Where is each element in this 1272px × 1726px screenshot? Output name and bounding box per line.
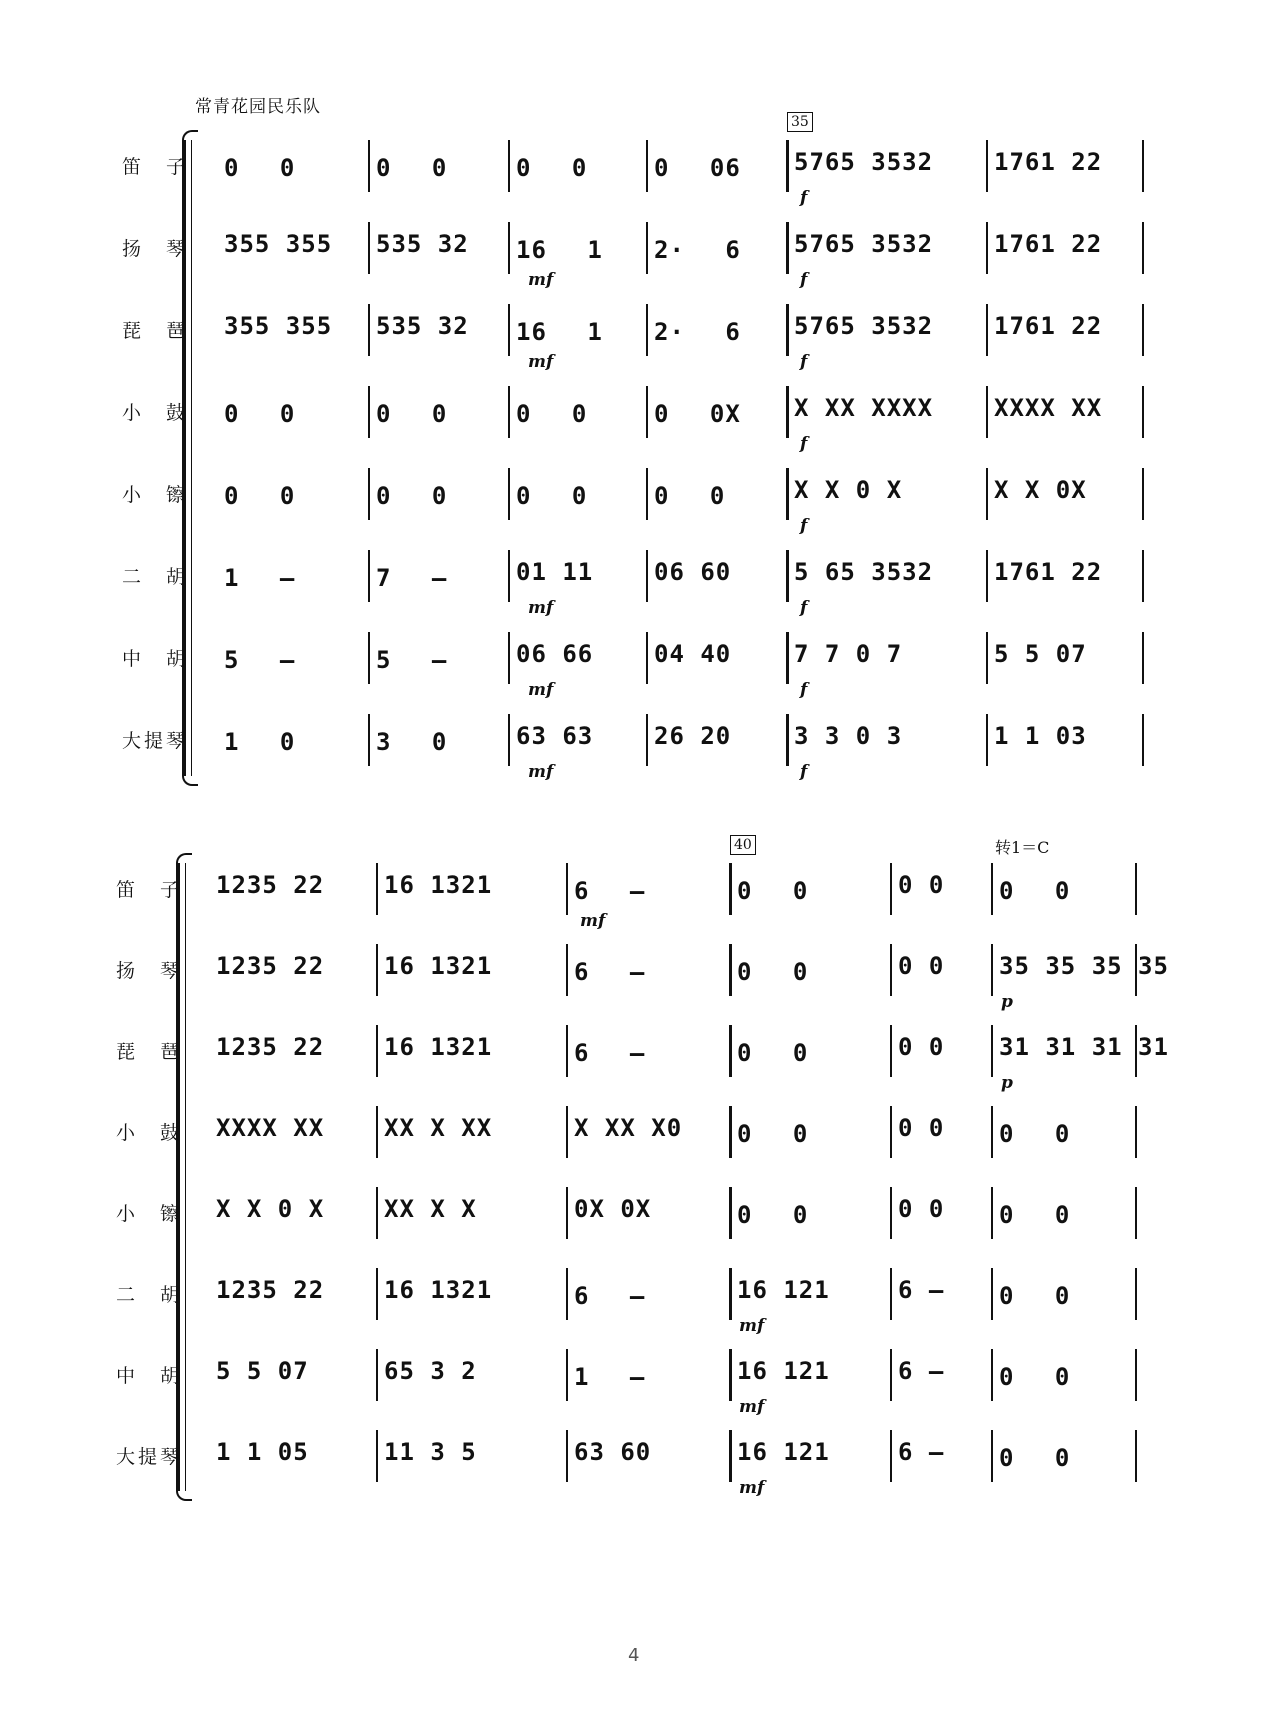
barline (786, 468, 789, 520)
barline (646, 550, 648, 602)
barline (368, 714, 370, 766)
dynamic-mark: f (800, 352, 808, 372)
barline (508, 140, 510, 192)
barline (986, 468, 988, 520)
measure: 0 0 (999, 1363, 1071, 1391)
barline (890, 1106, 892, 1158)
barline (786, 632, 789, 684)
measure: 0 0 (999, 1201, 1071, 1229)
measure: 63 60 (574, 1438, 652, 1466)
barline (786, 714, 789, 766)
measure: 0 0X (654, 400, 741, 428)
measure: 1 – (224, 564, 296, 592)
instrument-label: 二 胡 (121, 566, 188, 588)
measure: 0 0 (516, 482, 588, 510)
barline (1135, 944, 1137, 996)
ensemble-title: 常青花园民乐队 (195, 97, 321, 117)
instrument-label: 小 鼓 (115, 1122, 182, 1144)
instrument-label: 小 鼓 (121, 402, 188, 424)
barline (368, 550, 370, 602)
barline (1135, 1106, 1137, 1158)
measure: 0 0 (898, 1033, 945, 1061)
measure: 0 0 (999, 1444, 1071, 1472)
dynamic-mark: mf (739, 1478, 765, 1498)
barline (508, 550, 510, 602)
measure: 0 0 (737, 1201, 809, 1229)
measure: 0 0 (654, 482, 726, 510)
dynamic-mark: f (800, 270, 808, 290)
dynamic-mark: mf (580, 911, 606, 931)
instrument-label: 扬 琴 (121, 238, 188, 260)
dynamic-mark: f (800, 680, 808, 700)
measure: 1235 22 (216, 1276, 325, 1304)
measure: XXXX XX (994, 394, 1103, 422)
barline (368, 140, 370, 192)
barline (890, 863, 892, 915)
barline (986, 140, 988, 192)
measure: 0 0 (376, 400, 448, 428)
measure: 1761 22 (994, 230, 1103, 258)
measure: 26 20 (654, 722, 732, 750)
barline (646, 386, 648, 438)
barline (376, 1025, 378, 1077)
measure: 16 121 (737, 1276, 830, 1304)
dynamic-mark: f (800, 434, 808, 454)
barline (1142, 304, 1144, 356)
measure: 1235 22 (216, 871, 325, 899)
barline (890, 1430, 892, 1482)
barline (786, 550, 789, 602)
barline (368, 222, 370, 274)
barline (786, 304, 789, 356)
barline (1142, 550, 1144, 602)
measure: 06 66 (516, 640, 594, 668)
measure: 04 40 (654, 640, 732, 668)
dynamic-mark: mf (528, 352, 554, 372)
barline (646, 468, 648, 520)
measure: 0 0 (999, 1120, 1071, 1148)
dynamic-mark: mf (739, 1397, 765, 1417)
measure: 01 11 (516, 558, 594, 586)
measure: 16 121 (737, 1357, 830, 1385)
measure: 535 32 (376, 312, 469, 340)
rehearsal-mark: 40 (730, 835, 756, 855)
barline (991, 1025, 993, 1077)
measure: 0 0 (376, 482, 448, 510)
barline (566, 1025, 568, 1077)
barline (376, 944, 378, 996)
barline (376, 863, 378, 915)
barline (1142, 140, 1144, 192)
barline (1135, 863, 1137, 915)
measure: X X 0X (994, 476, 1087, 504)
instrument-label: 二 胡 (115, 1284, 182, 1306)
barline (368, 304, 370, 356)
instrument-label: 琵 琶 (121, 320, 188, 342)
barline (1142, 386, 1144, 438)
barline (566, 944, 568, 996)
measure: 3 0 (376, 728, 448, 756)
measure: 16 1321 (384, 952, 493, 980)
measure: 5 65 3532 (794, 558, 934, 586)
measure: 06 60 (654, 558, 732, 586)
measure: 355 355 (224, 312, 333, 340)
barline (890, 1187, 892, 1239)
measure: 31 31 31 31 (999, 1033, 1169, 1061)
barline (646, 714, 648, 766)
measure: 1 1 03 (994, 722, 1087, 750)
measure: 11 3 5 (384, 1438, 477, 1466)
system-barline-left (185, 863, 186, 1491)
measure: 355 355 (224, 230, 333, 258)
measure: 1 1 05 (216, 1438, 309, 1466)
barline (1135, 1349, 1137, 1401)
measure: 0 0 (376, 154, 448, 182)
dynamic-mark: mf (739, 1316, 765, 1336)
measure: 5765 3532 (794, 230, 934, 258)
measure: 6 – (574, 1282, 646, 1310)
barline (991, 1349, 993, 1401)
barline (991, 1106, 993, 1158)
barline (566, 1349, 568, 1401)
barline (986, 304, 988, 356)
barline (376, 1268, 378, 1320)
page-number: 4 (628, 1645, 640, 1666)
barline (368, 386, 370, 438)
dynamic-mark: f (800, 598, 808, 618)
system-barline-left (191, 140, 192, 776)
barline (376, 1430, 378, 1482)
measure: 35 35 35 35 (999, 952, 1169, 980)
barline (1142, 714, 1144, 766)
measure: 1 0 (224, 728, 296, 756)
measure: XXXX XX (216, 1114, 325, 1142)
measure: 6 – (898, 1438, 945, 1466)
barline (1135, 1025, 1137, 1077)
measure: XX X X (384, 1195, 477, 1223)
measure: X X 0 X (216, 1195, 325, 1223)
measure: 1761 22 (994, 312, 1103, 340)
measure: X XX XXXX (794, 394, 934, 422)
barline (508, 222, 510, 274)
barline (376, 1187, 378, 1239)
measure: 1761 22 (994, 558, 1103, 586)
barline (508, 304, 510, 356)
measure: 7 – (376, 564, 448, 592)
measure: 0 0 (737, 958, 809, 986)
key-change: 转1＝C (995, 838, 1050, 857)
barline (368, 632, 370, 684)
barline (368, 468, 370, 520)
barline (376, 1349, 378, 1401)
measure: 0 0 (516, 400, 588, 428)
measure: X X 0 X (794, 476, 903, 504)
instrument-label: 琵 琶 (115, 1041, 182, 1063)
measure: 5 5 07 (994, 640, 1087, 668)
instrument-label: 中 胡 (115, 1365, 182, 1387)
barline (729, 1106, 732, 1158)
barline (991, 944, 993, 996)
dynamic-mark: f (800, 762, 808, 782)
barline (729, 1187, 732, 1239)
dynamic-mark: mf (528, 598, 554, 618)
measure: 0 0 (737, 877, 809, 905)
barline (1142, 222, 1144, 274)
measure: 6 – (574, 877, 646, 905)
barline (991, 1268, 993, 1320)
instrument-label: 笛 子 (121, 156, 188, 178)
barline (786, 386, 789, 438)
instrument-label: 大提琴 (115, 1446, 182, 1468)
measure: 1235 22 (216, 1033, 325, 1061)
measure: 5765 3532 (794, 312, 934, 340)
measure: 0 0 (898, 1114, 945, 1142)
barline (646, 140, 648, 192)
barline (646, 222, 648, 274)
dynamic-mark: f (800, 516, 808, 536)
barline (1135, 1187, 1137, 1239)
barline (729, 1268, 732, 1320)
measure: 0 0 (898, 952, 945, 980)
measure: 7 7 0 7 (794, 640, 903, 668)
barline (729, 1349, 732, 1401)
dynamic-mark: f (800, 188, 808, 208)
measure: 16 1 (516, 318, 603, 346)
measure: 0 0 (999, 1282, 1071, 1310)
measure: 1 – (574, 1363, 646, 1391)
barline (991, 1187, 993, 1239)
barline (508, 714, 510, 766)
measure: 0 0 (516, 154, 588, 182)
barline (376, 1106, 378, 1158)
measure: 16 1321 (384, 1033, 493, 1061)
barline (986, 222, 988, 274)
measure: 16 121 (737, 1438, 830, 1466)
measure: 3 3 0 3 (794, 722, 903, 750)
measure: 63 63 (516, 722, 594, 750)
instrument-label: 大提琴 (121, 730, 188, 752)
measure: 0 0 (737, 1120, 809, 1148)
measure: X XX X0 (574, 1114, 683, 1142)
barline (1135, 1430, 1137, 1482)
dynamic-mark: p (1001, 1073, 1013, 1093)
dynamic-mark: mf (528, 270, 554, 290)
measure: 0X 0X (574, 1195, 652, 1223)
measure: 16 1 (516, 236, 603, 264)
measure: 0 0 (224, 482, 296, 510)
measure: 16 1321 (384, 1276, 493, 1304)
measure: 1761 22 (994, 148, 1103, 176)
measure: 65 3 2 (384, 1357, 477, 1385)
instrument-label: 小 镲 (115, 1203, 182, 1225)
measure: 0 0 (224, 154, 296, 182)
barline (991, 1430, 993, 1482)
dynamic-mark: p (1001, 992, 1013, 1012)
rehearsal-mark: 35 (787, 112, 813, 132)
measure: 535 32 (376, 230, 469, 258)
barline (1142, 468, 1144, 520)
barline (986, 714, 988, 766)
barline (566, 1187, 568, 1239)
barline (729, 944, 732, 996)
instrument-label: 中 胡 (121, 648, 188, 670)
measure: 0 0 (737, 1039, 809, 1067)
measure: 0 0 (224, 400, 296, 428)
barline (890, 1349, 892, 1401)
barline (890, 1025, 892, 1077)
measure: 5 – (376, 646, 448, 674)
barline (1142, 632, 1144, 684)
measure: 2· 6 (654, 236, 741, 264)
barline (890, 944, 892, 996)
measure: 6 – (574, 1039, 646, 1067)
barline (566, 863, 568, 915)
barline (1135, 1268, 1137, 1320)
measure: 5 5 07 (216, 1357, 309, 1385)
measure: 5765 3532 (794, 148, 934, 176)
measure: 2· 6 (654, 318, 741, 346)
measure: 6 – (574, 958, 646, 986)
measure: 0 0 (898, 1195, 945, 1223)
dynamic-mark: mf (528, 762, 554, 782)
barline (786, 140, 789, 192)
measure: 6 – (898, 1276, 945, 1304)
measure: 6 – (898, 1357, 945, 1385)
instrument-label: 笛 子 (115, 879, 182, 901)
measure: XX X XX (384, 1114, 493, 1142)
barline (508, 632, 510, 684)
barline (786, 222, 789, 274)
measure: 0 0 (898, 871, 945, 899)
measure: 1235 22 (216, 952, 325, 980)
barline (986, 386, 988, 438)
measure: 0 0 (999, 877, 1071, 905)
barline (890, 1268, 892, 1320)
barline (566, 1268, 568, 1320)
measure: 16 1321 (384, 871, 493, 899)
instrument-label: 小 镲 (121, 484, 188, 506)
barline (566, 1106, 568, 1158)
barline (729, 863, 732, 915)
barline (646, 304, 648, 356)
barline (991, 863, 993, 915)
measure: 5 – (224, 646, 296, 674)
measure: 0 06 (654, 154, 741, 182)
instrument-label: 扬 琴 (115, 960, 182, 982)
barline (986, 632, 988, 684)
barline (646, 632, 648, 684)
dynamic-mark: mf (528, 680, 554, 700)
barline (508, 386, 510, 438)
barline (729, 1430, 732, 1482)
barline (508, 468, 510, 520)
barline (729, 1025, 732, 1077)
barline (986, 550, 988, 602)
barline (566, 1430, 568, 1482)
